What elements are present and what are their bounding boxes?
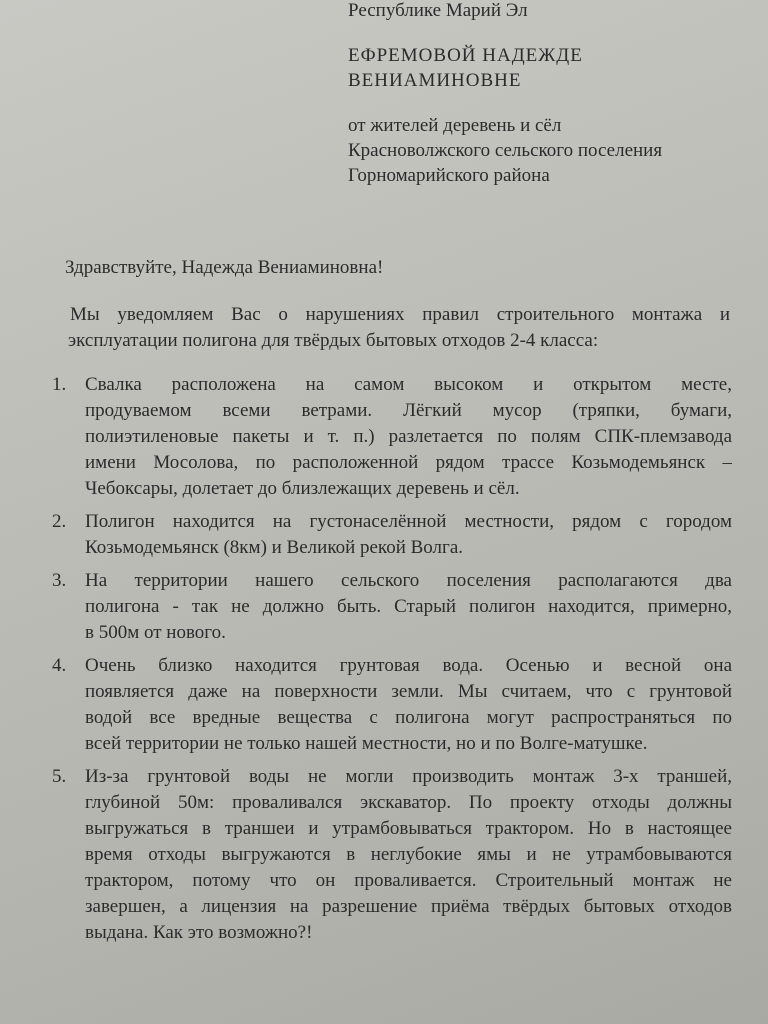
item-number: 1. xyxy=(52,374,67,395)
item-number: 3. xyxy=(52,570,67,591)
sender-line: Горномарийского района xyxy=(348,165,550,186)
item-text-line: выгружаться в траншеи и утрамбовываться трактором. Но в настоящее xyxy=(85,818,732,839)
item-text-line: На территории нашего сельского поселения располагаются два xyxy=(85,570,732,591)
item-text-line: водой все вредные вещества с полигона могут распространяться по xyxy=(85,707,732,728)
list-item xyxy=(52,509,732,561)
item-text-line: полигона - так не должно быть. Старый полигон находится, примерно, xyxy=(85,596,732,617)
recipient-name-line1: ЕФРЕМОВОЙ НАДЕЖДЕ xyxy=(348,45,583,66)
item-text-line: в 500м от нового. xyxy=(85,622,226,643)
greeting: Здравствуйте, Надежда Вениаминовна! xyxy=(65,257,384,278)
item-text-line: Свалка расположена на самом высоком и открытом месте, xyxy=(85,374,732,395)
list-item xyxy=(52,764,732,946)
item-text-line: всей территории не только нашей местности, но и по Волге-матушке. xyxy=(85,733,648,754)
item-number: 5. xyxy=(52,766,67,787)
sender-line: Красноволжского сельского поселения xyxy=(348,140,663,161)
item-text-line: продуваемом всеми ветрами. Лёгкий мусор (тряпки, бумаги, xyxy=(85,400,732,421)
item-text-line: выдана. Как это возможно?! xyxy=(85,922,313,943)
item-text-line: завершен, а лицензия на разрешение приёма твёрдых бытовых отходов xyxy=(85,896,732,917)
item-text-line: Козьмодемьянск (8км) и Великой рекой Волга. xyxy=(85,537,463,558)
violations-list xyxy=(52,372,732,953)
item-text-line: глубиной 50м: проваливался экскаватор. По проекту отходы должны xyxy=(85,792,732,813)
sender-line: от жителей деревень и сёл xyxy=(348,115,562,136)
item-text-line: полиэтиленовые пакеты и т. п.) разлетается по полям СПК-племзавода xyxy=(85,426,732,447)
item-text-line: Полигон находится на густонаселённой местности, рядом с городом xyxy=(85,511,732,532)
addressee-block xyxy=(348,0,748,188)
item-number: 4. xyxy=(52,655,67,676)
intro-line: Мы уведомляем Вас о нарушениях правил строительного монтажа и xyxy=(70,304,730,325)
item-text-line: Чебоксары, долетает до близлежащих деревень и сёл. xyxy=(85,478,520,499)
intro-line: эксплуатации полигона для твёрдых бытовых отходов 2-4 класса: xyxy=(68,330,599,351)
list-item xyxy=(52,372,732,502)
item-text-line: Очень близко находится грунтовая вода. Осенью и весной она xyxy=(85,655,732,676)
item-text-line: Из-за грунтовой воды не могли производить монтаж 3-х траншей, xyxy=(85,766,732,787)
intro-paragraph xyxy=(70,302,730,354)
item-text-line: трактором, потому что он проваливается. Строительный монтаж не xyxy=(85,870,732,891)
recipient-line: Республике Марий Эл xyxy=(348,0,528,21)
list-item xyxy=(52,568,732,646)
recipient-name-line2: ВЕНИАМИНОВНЕ xyxy=(348,70,522,91)
item-number: 2. xyxy=(52,511,67,532)
item-text-line: появляется даже на поверхности земли. Мы считаем, что с грунтовой xyxy=(85,681,732,702)
list-item xyxy=(52,653,732,757)
item-text-line: имени Мосолова, по расположенной рядом трассе Козьмодемьянск – xyxy=(85,452,732,473)
item-text-line: время отходы выгружаются в неглубокие ямы и не утрамбовываются xyxy=(85,844,732,865)
